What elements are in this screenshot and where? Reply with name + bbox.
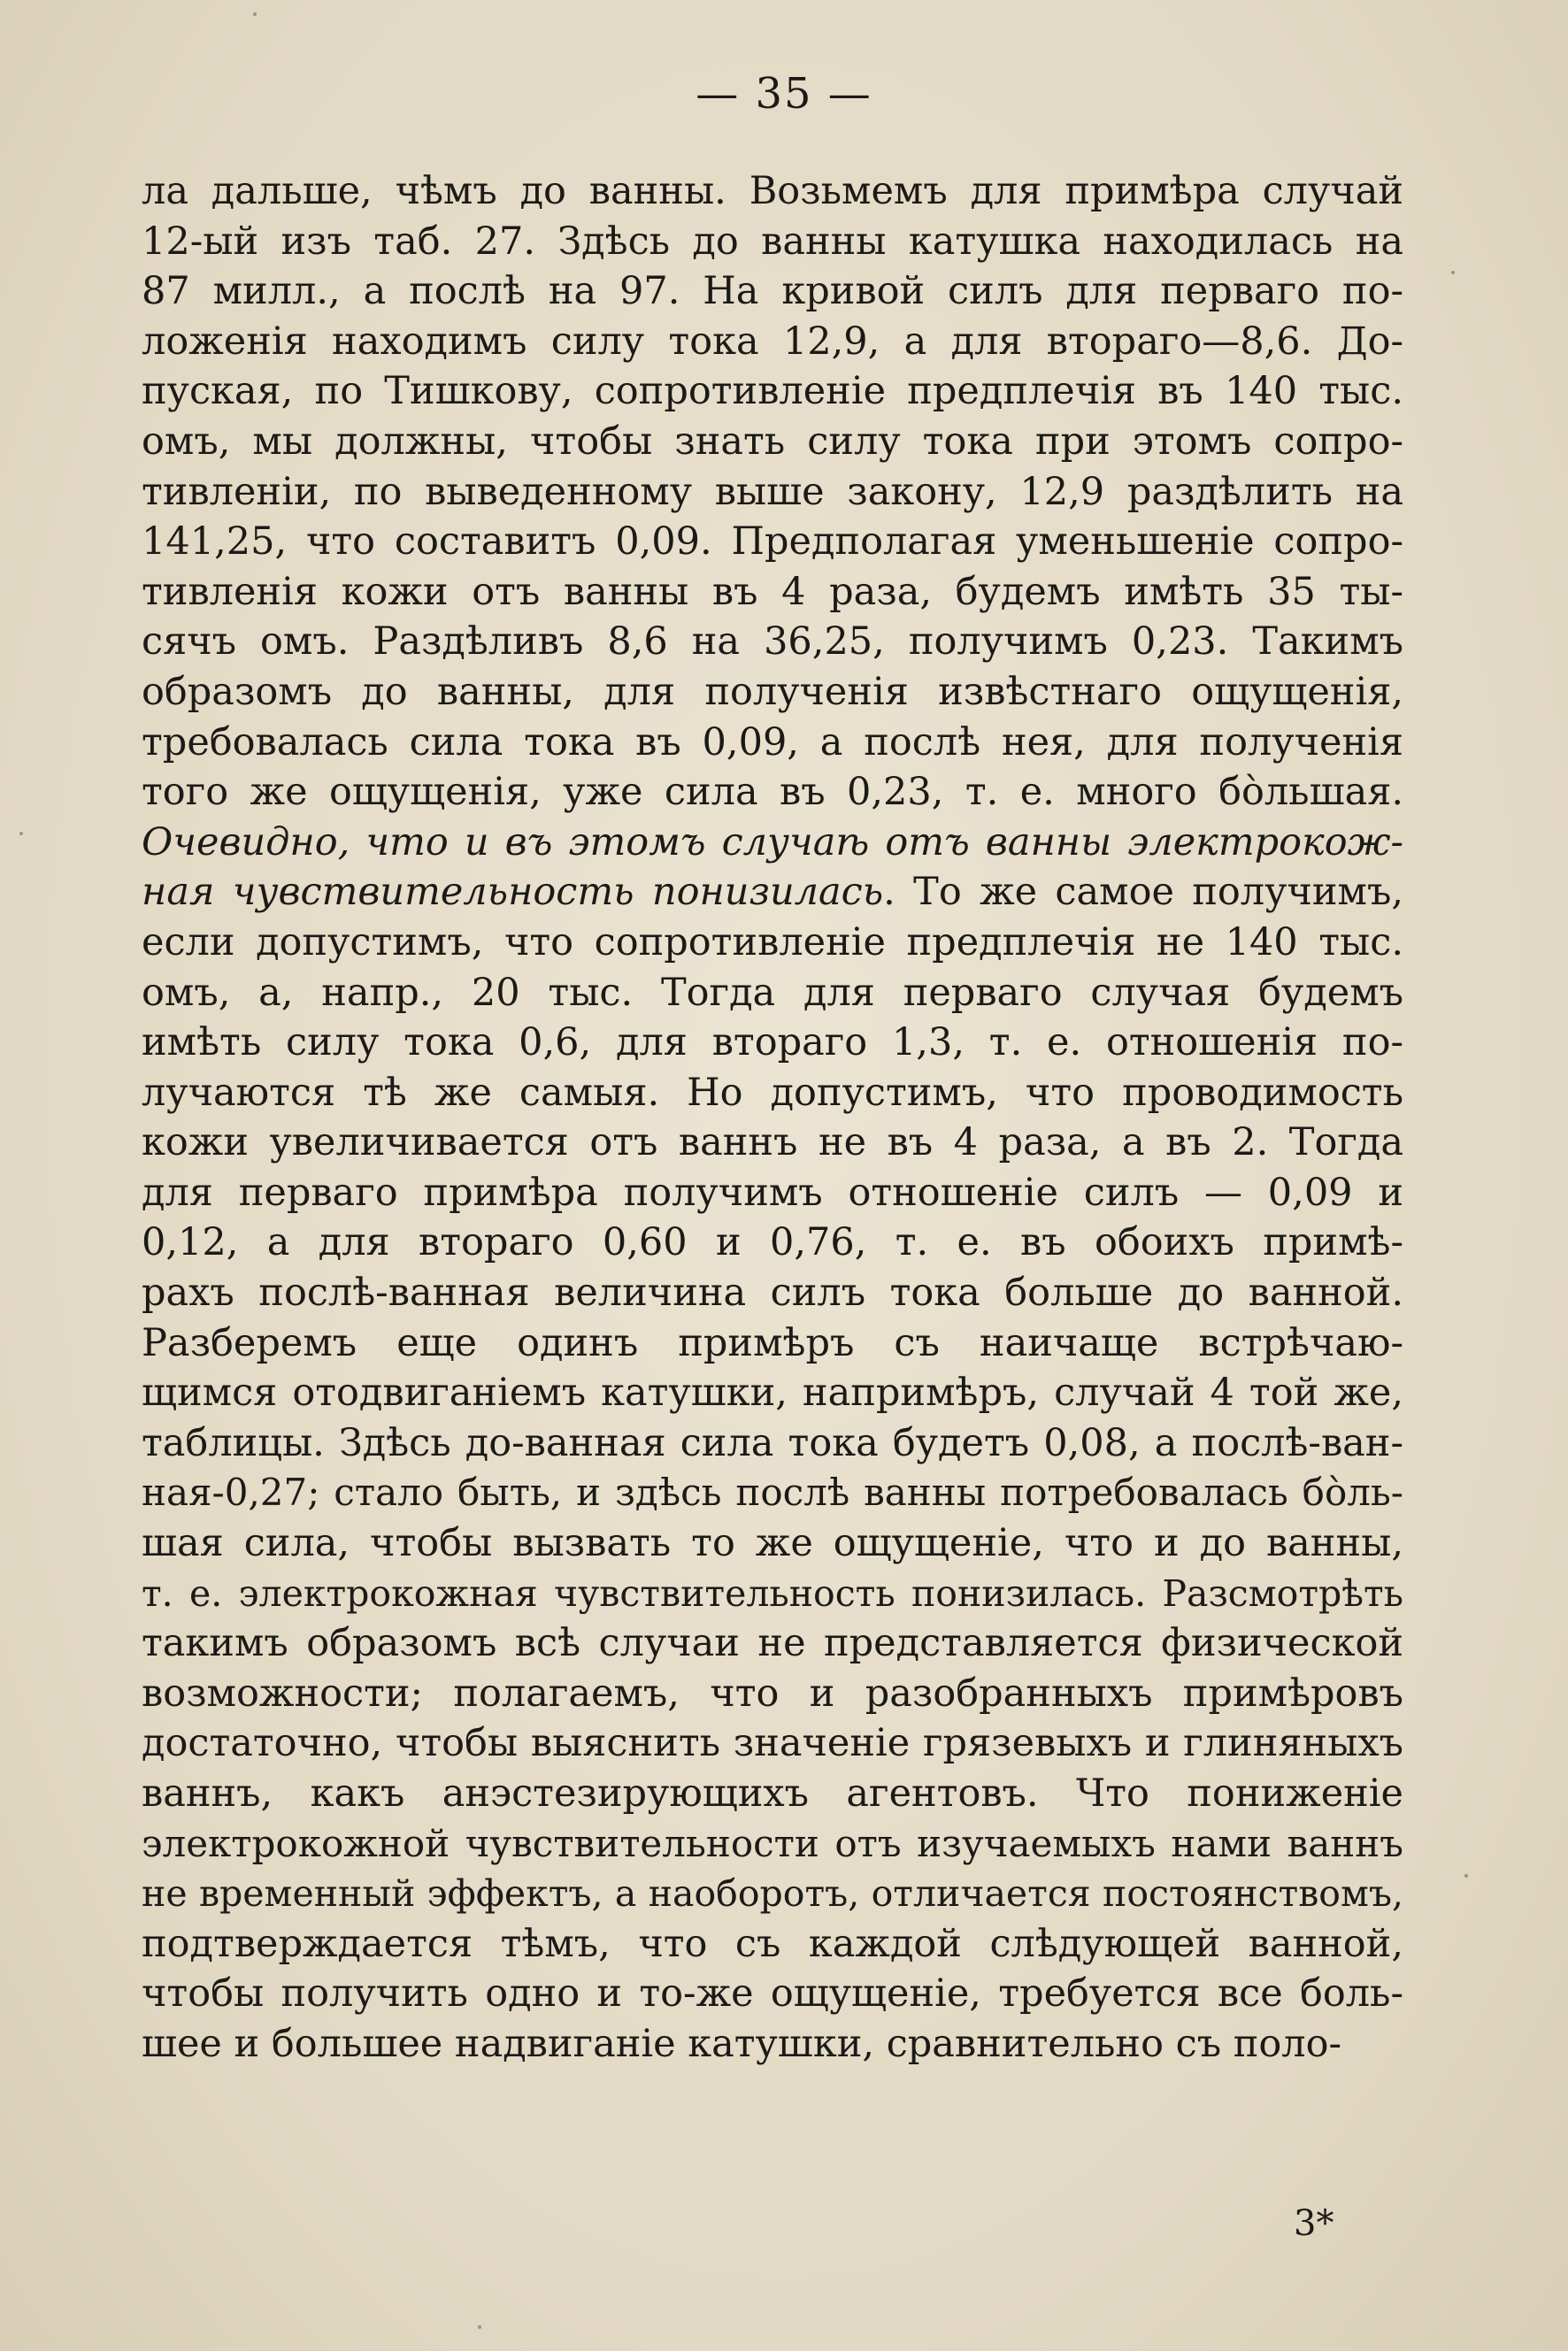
text-line [142,918,1403,968]
text-line [142,517,1403,567]
line-text: т. е. электрокожная чувствительность понизилась. Разсмотрѣть [142,1571,1403,1615]
line-text: рахъ послѣ-ванная величина силъ тока больше до ванной. [142,1271,1403,1316]
line-text: кожи увеличивается отъ ваннъ не въ 4 раза, а въ 2. Тогда [142,1120,1403,1165]
line-text: ваннъ, какъ анэстезирующихъ агентовъ. Что пониженіе [142,1771,1403,1816]
line-text: образомъ до ванны, для полученія извѣстнаго ощущенія, [142,669,1403,714]
text-line [142,1618,1403,1669]
line-text: не временный эффектъ, а наоборотъ, отличается постоянствомъ, [142,1872,1403,1916]
body-text [142,166,1403,2070]
line-text: подтверждается тѣмъ, что съ каждой слѣдующей ванной, [142,1921,1403,1966]
text-line [142,767,1403,818]
line-text: требовалась сила тока въ 0,09, а послѣ нея, для полученія [142,719,1403,764]
text-line [142,1168,1403,1218]
line-text: ложенія находимъ силу тока 12,9, а для втораго—8,6. До- [142,319,1403,364]
line-text: тивленія кожи отъ ванны въ 4 раза, будемъ имѣть 35 ты- [142,569,1403,614]
line-text: омъ, мы должны, чтобы знать силу тока при этомъ сопро- [142,419,1403,464]
italic-text: Очевидно, что и въ этомъ случаѣ отъ ванны электрокож- [142,819,1403,864]
line-text: такимъ образомъ всѣ случаи не представляется физической [142,1621,1403,1666]
line-text: 87 милл., а послѣ на 97. На кривой силъ для перваго по- [142,269,1403,314]
line-text: шая сила, чтобы вызвать то же ощущеніе, что и до ванны, [142,1521,1403,1566]
text-line [142,217,1403,267]
line-text: омъ, а, напр., 20 тыс. Тогда для перваго случая будемъ [142,970,1403,1015]
line-text: . То же самое получимъ, [883,870,1403,915]
text-line [142,1869,1403,1919]
line-text: лучаются тѣ же самыя. Но допустимъ, что проводимость [142,1070,1403,1115]
text-line [142,818,1403,868]
text-line [142,266,1403,317]
paper-speck [1451,271,1455,274]
text-line [142,667,1403,718]
line-text: тивленіи, по выведенному выше закону, 12,9 раздѣлить на [142,469,1403,514]
text-line [142,867,1403,918]
line-text: 12-ый изъ таб. 27. Здѣсь до ванны катушка находилась на [142,219,1403,264]
line-text: имѣть силу тока 0,6, для втораго 1,3, т. е. отношенія по- [142,1020,1403,1065]
paper-speck [19,832,23,835]
text-line [142,1418,1403,1469]
text-line [142,366,1403,417]
line-text: пуская, по Тишкову, сопротивленіе предплечія въ 140 тыс. [142,369,1403,414]
text-line [142,968,1403,1018]
text-line [142,1118,1403,1168]
line-text: для перваго примѣра получимъ отношеніе силъ — 0,09 и [142,1170,1403,1215]
text-line [142,1318,1403,1369]
line-text: электрокожной чувствительности отъ изучаемыхъ нами ваннъ [142,1821,1403,1865]
line-text: ла дальше, чѣмъ до ванны. Возьмемъ для примѣра случай [142,169,1403,213]
line-text: сячъ омъ. Раздѣливъ 8,6 на 36,25, получимъ 0,23. Такимъ [142,619,1403,665]
paper-speck [1464,1874,1468,1878]
text-line [142,1819,1403,1870]
line-text: возможности; полагаемъ, что и разобранныхъ примѣровъ [142,1671,1403,1716]
paper-speck [478,2325,481,2329]
text-line [142,1919,1403,1970]
text-line [142,567,1403,618]
text-line [142,1969,1403,2019]
signature-mark: 3* [1294,2203,1334,2244]
paper-speck [253,12,257,16]
text-line [142,1518,1403,1569]
line-text: достаточно, чтобы выяснить значеніе грязевыхъ и глиняныхъ [142,1721,1403,1766]
text-line [142,617,1403,667]
line-text: если допустимъ, что сопротивленіе предплечія не 140 тыс. [142,919,1403,964]
text-line [142,1669,1403,1719]
text-line [142,1268,1403,1318]
text-line [142,1718,1403,1769]
text-line [142,317,1403,367]
text-line [142,417,1403,467]
text-line [142,166,1403,217]
text-line [142,1569,1403,1619]
line-text: 141,25, что составитъ 0,09. Предполагая уменьшеніе сопро- [142,519,1403,565]
line-text: ная-0,27; стало быть, и здѣсь послѣ ванны потребовалась бо̀ль- [142,1471,1403,1515]
line-text: Разберемъ еще одинъ примѣръ съ наичаще встрѣчаю- [142,1320,1403,1365]
line-text: того же ощущенія, уже сила въ 0,23, т. е. много бо̀льшая. [142,770,1403,815]
line-text: 0,12, а для втораго 0,60 и 0,76, т. е. въ обоихъ примѣ- [142,1220,1403,1265]
text-line [142,467,1403,518]
text-line [142,1368,1403,1418]
text-line [142,1468,1403,1518]
line-text: таблицы. Здѣсь до-ванная сила тока будетъ 0,08, а послѣ-ван- [142,1420,1403,1465]
text-line [142,718,1403,768]
italic-text: ная чувствительность понизилась [142,870,884,915]
text-line [142,2019,1403,2070]
line-text: шее и большее надвиганіе катушки, сравнительно съ поло- [142,2021,1342,2066]
text-line [142,1218,1403,1268]
line-text: чтобы получить одно и то-же ощущеніе, требуется все боль- [142,1971,1403,2017]
line-text: щимся отодвиганіемъ катушки, напримѣръ, случай 4 той же, [142,1371,1403,1416]
page-number: — 35 — [696,69,872,119]
text-line [142,1018,1403,1068]
text-line [142,1769,1403,1819]
text-line [142,1068,1403,1118]
